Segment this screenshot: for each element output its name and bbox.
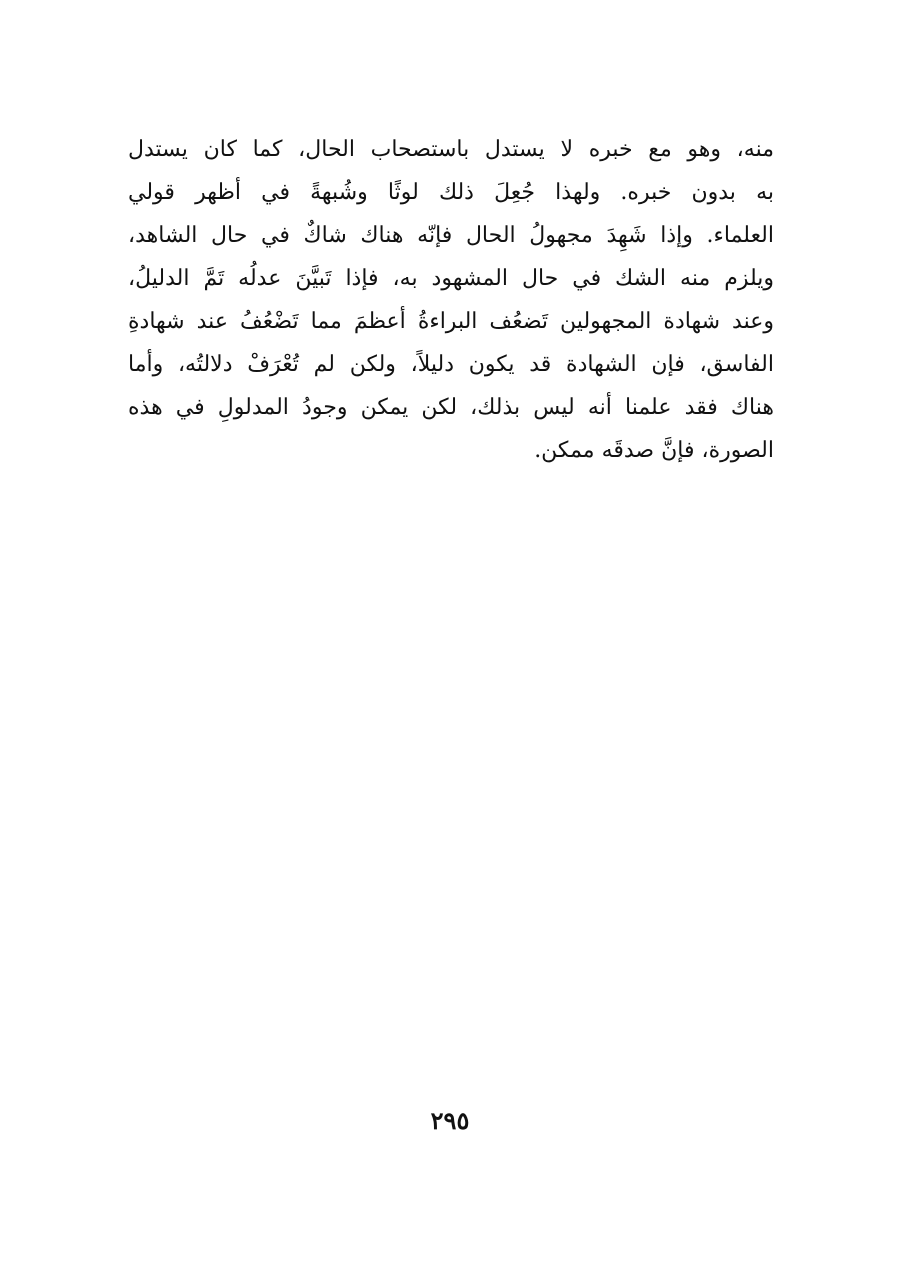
page-number: ٢٩٥ — [430, 1106, 470, 1135]
text-line: الفاسق، فإن الشهادة قد يكون دليلاً، ولكن لم تُعْرَفْ دلالتُه، وأما — [128, 352, 774, 377]
text-line: منه، وهو مع خبره لا يستدل باستصحاب الحال، كما كان يستدل — [128, 137, 774, 162]
text-line: العلماء. وإذا شَهِدَ مجهولُ الحال فإنّه هناك شاكٌ في حال الشاهد، — [128, 223, 774, 248]
text-line: وعند شهادة المجهولين تَضعُف البراءةُ أعظمَ مما تَضْعُفُ عند شهادةِ — [128, 309, 774, 334]
body-paragraph — [128, 128, 774, 472]
text-line: ويلزم منه الشك في حال المشهود به، فإذا تَبيَّنَ عدلُه تَمَّ الدليلُ، — [128, 266, 774, 291]
text-line: به بدون خبره. ولهذا جُعِلَ ذلك لوثًا وشُبهةً في أظهر قولي — [128, 180, 774, 205]
text-line-last: الصورة، فإنَّ صدقَه ممكن. — [534, 438, 774, 463]
text-line: هناك فقد علمنا أنه ليس بذلك، لكن يمكن وجودُ المدلولِ في هذه — [128, 395, 774, 420]
